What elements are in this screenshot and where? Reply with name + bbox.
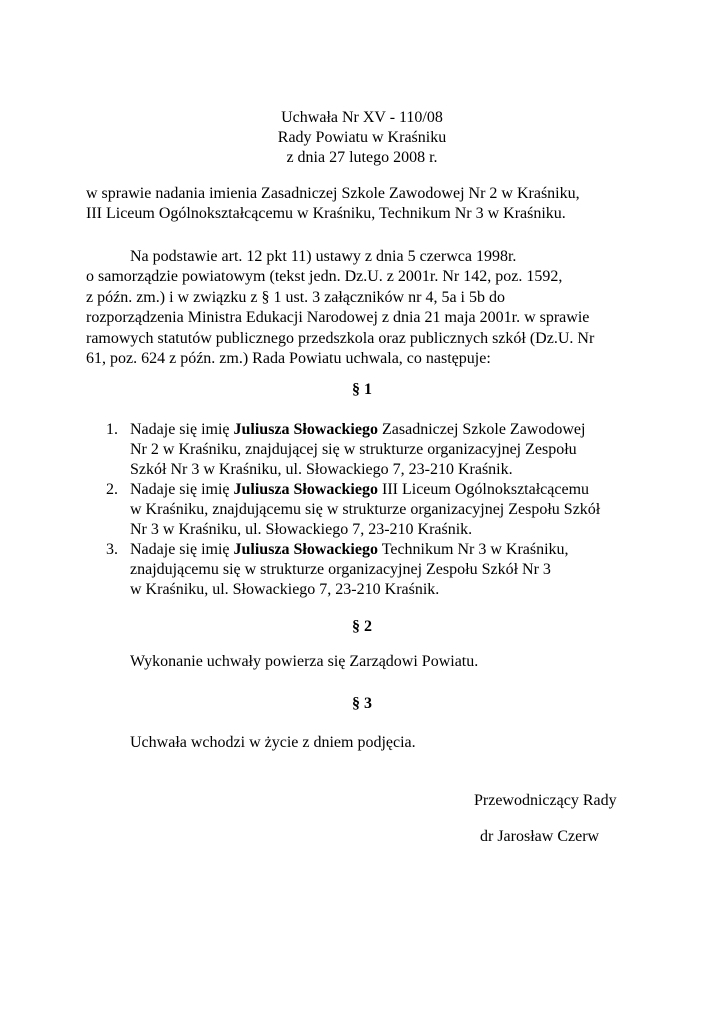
resolution-subject xyxy=(86,184,686,224)
section-1-heading: § 1 xyxy=(352,381,372,398)
list-item-number: 3. xyxy=(106,541,118,558)
legal-basis xyxy=(86,247,686,369)
section-1-list xyxy=(106,420,666,600)
basis-line: o samorządzie powiatowym (tekst jedn. Dz.U. z 2001r. Nr 142, poz. 1592, xyxy=(86,268,563,286)
basis-line: 61, poz. 624 z późn. zm.) Rada Powiatu uchwala, co następuje: xyxy=(86,350,491,368)
list-item xyxy=(106,420,666,480)
patron-name: Juliusza Słowackiego xyxy=(233,541,378,558)
item-text: Nr 3 w Kraśniku, ul. Słowackiego 7, 23-210 Kraśnik. xyxy=(130,521,473,538)
section-3-text: Uchwała wchodzi w życie z dniem podjęcia. xyxy=(130,734,416,751)
list-item-number: 1. xyxy=(106,421,118,438)
basis-line: Na podstawie art. 12 pkt 11) ustawy z dnia 5 czerwca 1998r. xyxy=(130,248,517,265)
basis-line: rozporządzenia Ministra Edukacji Narodowej z dnia 21 maja 2001r. w sprawie xyxy=(86,309,590,327)
subject-line: III Liceum Ogólnokształcącemu w Kraśniku, Technikum Nr 3 w Kraśniku. xyxy=(86,205,566,222)
list-item xyxy=(106,480,666,540)
section-2-text: Wykonanie uchwały powierza się Zarządowi Powiatu. xyxy=(130,653,479,670)
item-text: Nr 2 w Kraśniku, znajdującej się w strukturze organizacyjnej Zespołu xyxy=(130,441,577,458)
resolution-date: z dnia 27 lutego 2008 r. xyxy=(286,149,438,166)
list-item xyxy=(106,540,666,600)
item-text: Zasadniczej Szkole Zawodowej xyxy=(377,421,586,438)
list-item-number: 2. xyxy=(106,481,118,498)
item-text: Nadaje się imię xyxy=(130,481,234,498)
item-text: III Liceum Ogólnokształcącemu xyxy=(377,481,590,498)
item-text: Szkół Nr 3 w Kraśniku, ul. Słowackiego 7, 23-210 Kraśnik. xyxy=(130,461,513,478)
resolution-number: Uchwała Nr XV - 110/08 xyxy=(281,109,443,126)
basis-line: z późn. zm.) i w związku z § 1 ust. 3 załączników nr 4, 5a i 5b do xyxy=(86,288,505,306)
basis-line: ramowych statutów publicznego przedszkola oraz publicznych szkół (Dz.U. Nr xyxy=(86,329,595,347)
item-text: Nadaje się imię xyxy=(130,541,234,558)
patron-name: Juliusza Słowackiego xyxy=(233,481,378,498)
signature-name: dr Jarosław Czerw xyxy=(480,828,600,845)
patron-name: Juliusza Słowackiego xyxy=(233,421,378,438)
section-2-heading: § 2 xyxy=(352,618,372,635)
item-text: Nadaje się imię xyxy=(130,421,234,438)
resolution-header xyxy=(0,108,724,168)
section-3-heading: § 3 xyxy=(352,695,372,712)
item-text: Technikum Nr 3 w Kraśniku, xyxy=(377,541,569,558)
item-text: w Kraśniku, ul. Słowackiego 7, 23-210 Kraśnik. xyxy=(130,581,440,598)
item-text: znajdującemu się w strukturze organizacyjnej Zespołu Szkół Nr 3 xyxy=(130,561,551,578)
item-text: w Kraśniku, znajdującemu się w strukturze organizacyjnej Zespołu Szkół xyxy=(130,501,601,518)
resolution-council: Rady Powiatu w Kraśniku xyxy=(277,129,447,146)
signature-title: Przewodniczący Rady xyxy=(474,792,617,809)
subject-line: w sprawie nadania imienia Zasadniczej Szkole Zawodowej Nr 2 w Kraśniku, xyxy=(86,185,580,202)
